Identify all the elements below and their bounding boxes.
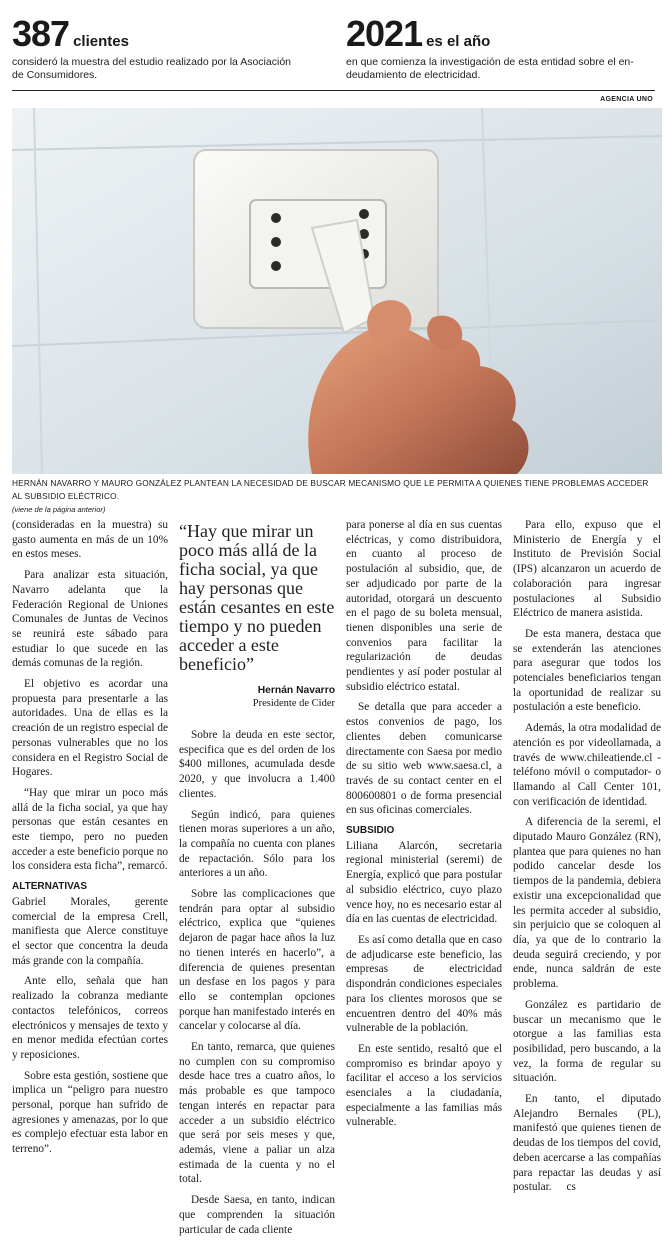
paragraph: Además, la otra modalidad de atención es por videollamada, a través de www.chileatiende.cl -teléfono móvil o computador- o llamando al Call Center 101, con verificación de identidad. bbox=[513, 722, 661, 808]
article-column-4 bbox=[513, 518, 661, 1201]
quote-author: Hernán Navarro bbox=[257, 685, 335, 696]
paragraph: Liliana Alarcón, secretaria regional ministerial (seremi) de Energía, explicó que para postular al subsidio eléctrico, cuyo plazo vence hoy, no es necesario estar al día en las cuentas de electricidad. bbox=[346, 839, 502, 926]
paragraph: Para analizar esta situación, Navarro adelanta que la Federación Regional de Uniones Comunales de Juntas de Vecinos se reunirá este sábado para estudiar lo que sucede en las demás comunas de la región. bbox=[12, 569, 168, 670]
paragraph-text: En tanto, el diputado Alejandro Bernales (PL), manifestó que quienes tienen de deudas de los tiempos del covid, deben acercarse a las compañías para repactar las deudas y así postular. bbox=[513, 1093, 661, 1194]
paragraph: Desde Saesa, en tanto, indican que comprenden la situación particular de cada cliente bbox=[179, 1194, 335, 1236]
stat-desc-line1: consideró la muestra del estudio realizado por la Asociación bbox=[12, 56, 291, 68]
stat-desc-line2: de Consumidores. bbox=[12, 69, 98, 81]
paragraph: Gabriel Morales, gerente comercial de la empresa Crell, manifiesta que Alerce constituye el sector que concentra la deuda más grande con la compañía. bbox=[12, 895, 168, 967]
stat-number: 387 bbox=[12, 13, 70, 54]
article-column-1 bbox=[12, 518, 168, 1163]
article-column-3 bbox=[346, 518, 502, 1136]
paragraph: “Hay que mirar un poco más allá de la ficha social, ya que hay personas que están cesantes en este tiempo, pero no pueden acceder a este beneficio porque no los considera esta ficha”, remarcó. bbox=[12, 786, 168, 873]
stat-clients bbox=[12, 14, 291, 82]
paragraph: Según indicó, para quienes tienen moras superiores a un año, la compañía no cuenta con planes de repactación. Sólo para los anteriores a un año. bbox=[179, 808, 335, 880]
paragraph: El objetivo es acordar una propuesta para presentarle a las autoridades. Una de ellas es la creación de un registro especial de personas vulnerables que no los considera en el Registro Social de Hogares. bbox=[12, 678, 168, 779]
end-mark: cs bbox=[566, 1181, 576, 1194]
photo-caption: HERNÁN NAVARRO Y MAURO GONZÁLEZ PLANTEAN LA NECESIDAD DE BUSCAR MECANISMO QUE LE PERMITA A QUIENES TIENE PROBLEMAS ACCEDER AL SUBSIDIO ELÉCTRICO. bbox=[12, 478, 649, 501]
stat-desc-line2: deudamiento de electricidad. bbox=[346, 69, 481, 81]
paragraph bbox=[513, 1092, 661, 1195]
continued-note: (viene de la página anterior) bbox=[12, 505, 106, 514]
wall-outlet-illustration bbox=[12, 108, 662, 474]
article-column-2 bbox=[179, 518, 335, 1243]
paragraph: Para ello, expuso que el Ministerio de Energía y el Instituto de Previsión Social (IPS) alcanzaron un acuerdo de colaboración para ingresar postulaciones al Subsidio Eléctrico de manera asistida. bbox=[513, 519, 661, 620]
paragraph: Sobre la deuda en este sector, especifica que es del orden de los $400 millones, acumulada desde 2020, y que involucra a 1.400 clientes. bbox=[179, 729, 335, 800]
stat-word: clientes bbox=[73, 33, 129, 50]
divider-rule bbox=[12, 90, 655, 91]
stat-desc-line1: en que comienza la investigación de esta entidad sobre el en- bbox=[346, 56, 634, 68]
paragraph: De esta manera, destaca que se extenderán las atenciones para asegurar que todos los potenciales beneficiarios tengan la oportunidad de realizar su postulación a este beneficio. bbox=[513, 627, 661, 714]
paragraph: En este sentido, resaltó que el compromiso es brindar apoyo y facilitar el acceso a los servicios esenciales a la ciudadanía, especialmente a las familias más vulnerable. bbox=[346, 1042, 502, 1129]
stat-year bbox=[346, 14, 634, 82]
pull-quote: “Hay que mirar un poco más allá de la ficha social, ya que hay personas que están cesantes en este tiempo y no pueden acceder a este beneficio” bbox=[179, 521, 335, 674]
quote-author-role: Presidente de Cider bbox=[252, 698, 335, 709]
paragraph: (consideradas en la muestra) su gasto aumenta en más de un 10% en estos meses. bbox=[12, 519, 168, 561]
stat-word: es el año bbox=[426, 33, 491, 50]
paragraph: Ante ello, señala que han realizado la cobranza mediante contactos telefónicos, correos electrónicos y mensajes de texto y en menor medida efectúan cortes y reposiciones. bbox=[12, 975, 168, 1061]
paragraph: Sobre esta gestión, sostiene que implica un “peligro para nuestro personal, porque han sufrido de agresiones y amenazas, por lo que es complejo efectuar esta labor en terreno”. bbox=[12, 1069, 168, 1156]
photo-outlet bbox=[12, 108, 662, 474]
photo-credit: AGENCIA UNO bbox=[600, 96, 653, 103]
paragraph: A diferencia de la seremi, el diputado Mauro González (RN), plantea que para quienes no han podido cancelar desde los tiempos de la pandemia, debiera existir una excepcionalidad que les permita acceder al subsidio, sin perjuicio que se coloquen al día, ya que de lo contrario la deuda seguirá creciendo, y por ende, nunca saldrán de este problema. bbox=[513, 816, 661, 991]
subheading: ALTERNATIVAS bbox=[12, 881, 87, 893]
paragraph: Sobre las complicaciones que tendrán para optar al subsidio eléctrico, explica que “quienes dejaron de pagar hace años la luz no tienen interés en hacerlo”, a diferencia de quienes presentan un desfase en los pagos y para ello se contemplan opciones porque han manifestado interés en cancelar y colocarse al día. bbox=[179, 888, 335, 1033]
paragraph: para ponerse al día en sus cuentas eléctricas, y como distribuidora, en cuanto al proceso de postulación al subsidio, que, de ser adjudicado por parte de la autoridad, otorgará un descuento en el pago de su boleta mensual, tienen disponibles una serie de convenios para facilitar la regularización de deudas pendientes y así poder postular al subsidio eléctrico estatal. bbox=[346, 519, 502, 693]
paragraph: Es así como detalla que en caso de adjudicarse este beneficio, las empresas de electricidad dispondrán condiciones especiales para los clientes morosos que se encuentren dentro del 40% más vulnerable de la población. bbox=[346, 933, 502, 1035]
paragraph: En tanto, remarca, que quienes no cumplen con su compromiso desde hace tres a cuatro años, lo más probable es que tampoco tengan interés en repactar para acceder a un subsidio eléctrico que será por seis meses y que, además, viene a paliar un alza estimada de la cuenta y no el total. bbox=[179, 1041, 335, 1186]
stat-number: 2021 bbox=[346, 13, 423, 54]
paragraph: González es partidario de buscar un mecanismo que le otorgue a las familias esta posibilidad, pero buscando, a la vez, la forma de regular su situación. bbox=[513, 998, 661, 1085]
paragraph: Se detalla que para acceder a estos convenios de pago, los clientes deben comunicarse directamente con Saesa por medio de su sitio web www.saesa.cl, a través de su contact center en el 800600801 o de forma presencial en sus oficinas comerciales. bbox=[346, 701, 502, 817]
subheading: SUBSIDIO bbox=[346, 825, 395, 837]
